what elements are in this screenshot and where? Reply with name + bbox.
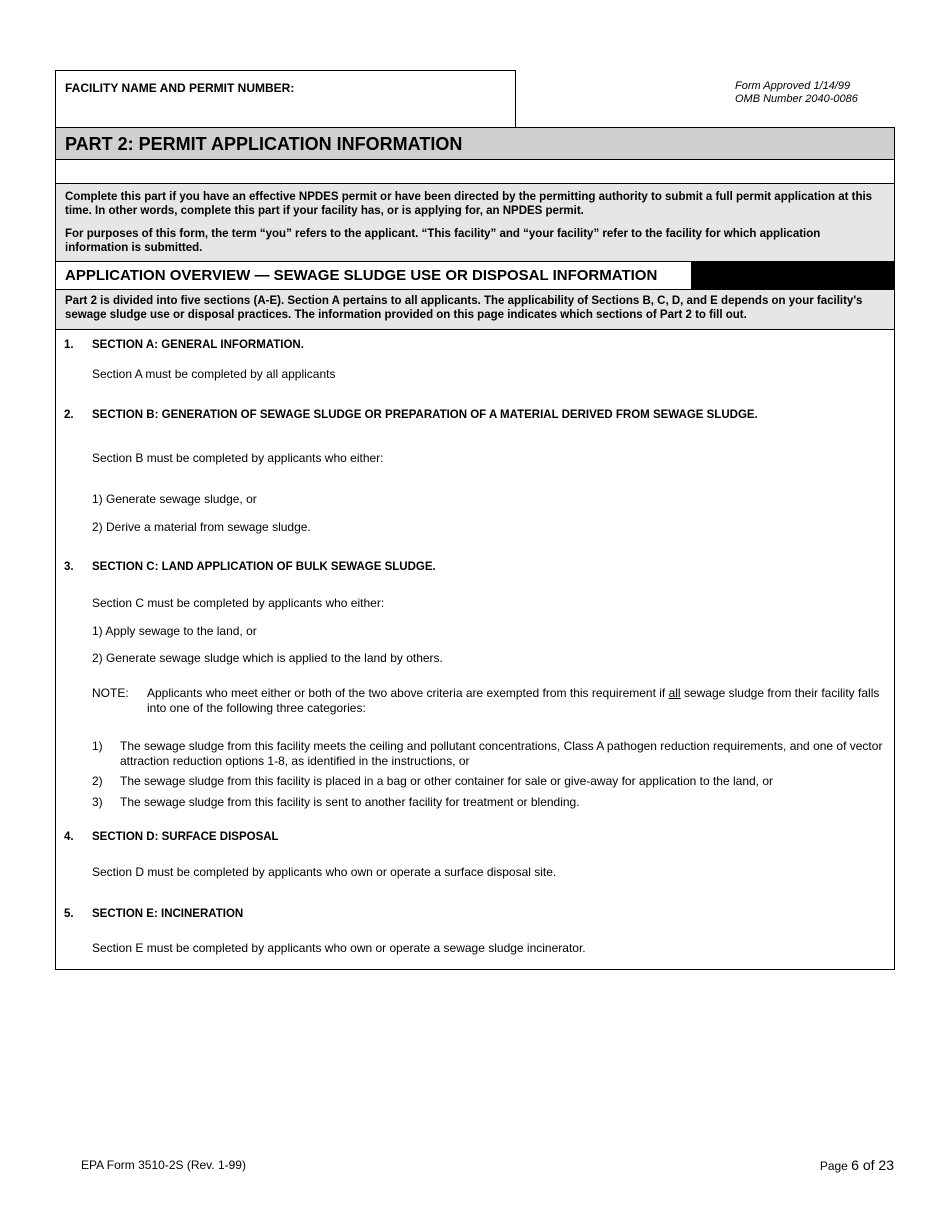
section-a-title: SECTION A: GENERAL INFORMATION. — [92, 339, 304, 351]
part-title: PART 2: PERMIT APPLICATION INFORMATION — [65, 134, 463, 154]
facility-name-label: FACILITY NAME AND PERMIT NUMBER: — [65, 81, 295, 95]
form-approved-date: Form Approved 1/14/99 — [735, 80, 851, 92]
category-3-text: The sewage sludge from this facility is sent to another facility for treatment or blending. — [120, 795, 580, 809]
section-c-number: 3. — [64, 561, 74, 573]
part-intro-paragraph-2: For purposes of this form, the term “you” refers to the applicant. “This facility” and “your facility” refer to the facility for which application information is submitted. — [65, 228, 821, 254]
footer-form-id: EPA Form 3510-2S (Rev. 1-99) — [81, 1158, 246, 1172]
section-c-note-text — [147, 686, 887, 716]
overview-black-cell — [692, 262, 894, 289]
section-a-text: Section A must be completed by all applicants — [92, 367, 336, 381]
section-b-item-2: 2) Derive a material from sewage sludge. — [92, 520, 311, 534]
facility-name-box — [55, 70, 516, 127]
note-text-underlined: all — [668, 686, 681, 700]
category-2-number: 2) — [92, 774, 103, 788]
section-b-title: SECTION B: GENERATION OF SEWAGE SLUDGE OR PREPARATION OF A MATERIAL DERIVED FROM SEWAGE SLUDGE. — [92, 409, 758, 421]
part-2-frame — [55, 127, 895, 970]
category-1-text: The sewage sludge from this facility meets the ceiling and pollutant concentrations, Class A pathogen reduction requirements, and one of vector attraction reduction options 1-8, as identified in the instructions, or — [120, 739, 883, 768]
overview-title-bar — [56, 262, 894, 290]
section-c-note-label: NOTE: — [92, 686, 129, 700]
blank-row — [56, 160, 894, 184]
part-intro — [56, 184, 894, 262]
category-2-text: The sewage sludge from this facility is placed in a bag or other container for sale or give-away for application to the land, or — [120, 774, 774, 788]
section-c-title: SECTION C: LAND APPLICATION OF BULK SEWAGE SLUDGE. — [92, 561, 436, 573]
section-e-text: Section E must be completed by applicants who own or operate a sewage sludge incinerator. — [92, 941, 586, 955]
overview-title: APPLICATION OVERVIEW — SEWAGE SLUDGE USE OR DISPOSAL INFORMATION — [65, 267, 658, 284]
category-3-number: 3) — [92, 795, 103, 809]
overview-title-cell — [56, 262, 692, 289]
omb-number: OMB Number 2040-0086 — [735, 93, 858, 105]
page-prefix: Page — [819, 1159, 852, 1173]
section-c-item-2: 2) Generate sewage sludge which is applied to the land by others. — [92, 651, 443, 665]
overview-intro-text: Part 2 is divided into five sections (A-E). Section A pertains to all applicants. The applicability of Sections B, C, D, and E depends on your facility's sewage sludge use or disposal practices. The information provided on this page indicates which sections of Part 2 to fill out. — [65, 295, 863, 321]
section-c-text: Section C must be completed by applicants who either: — [92, 596, 385, 610]
section-d-number: 4. — [64, 831, 74, 843]
section-b-number: 2. — [64, 409, 74, 421]
overview-intro — [56, 290, 894, 330]
form-approval-info — [735, 80, 858, 106]
page-current: 6 — [851, 1157, 859, 1173]
section-a-number: 1. — [64, 339, 74, 351]
section-e-title: SECTION E: INCINERATION — [92, 908, 244, 920]
category-1-number: 1) — [92, 739, 103, 753]
section-d-text: Section D must be completed by applicants who own or operate a surface disposal site. — [92, 865, 557, 879]
section-b-item-1: 1) Generate sewage sludge, or — [92, 492, 257, 506]
section-b-text: Section B must be completed by applicants who either: — [92, 451, 384, 465]
page-total: of 23 — [858, 1157, 894, 1173]
note-text-start: Applicants who meet either or both of the two above criteria are exempted from this requirement if — [147, 686, 669, 700]
footer-page-number — [820, 1157, 894, 1173]
note-text-end: sewage sludge from their facility falls into one of the following three categories: — [147, 686, 880, 715]
part-intro-paragraph-1: Complete this part if you have an effective NPDES permit or have been directed by the permitting authority to submit a full permit application at this time. In other words, complete this part if your facility has, or is applying for, an NPDES permit. — [65, 191, 873, 217]
section-e-number: 5. — [64, 908, 74, 920]
section-d-title: SECTION D: SURFACE DISPOSAL — [92, 831, 279, 843]
section-c-item-1: 1) Apply sewage to the land, or — [92, 624, 257, 638]
part-title-bar — [56, 128, 894, 160]
